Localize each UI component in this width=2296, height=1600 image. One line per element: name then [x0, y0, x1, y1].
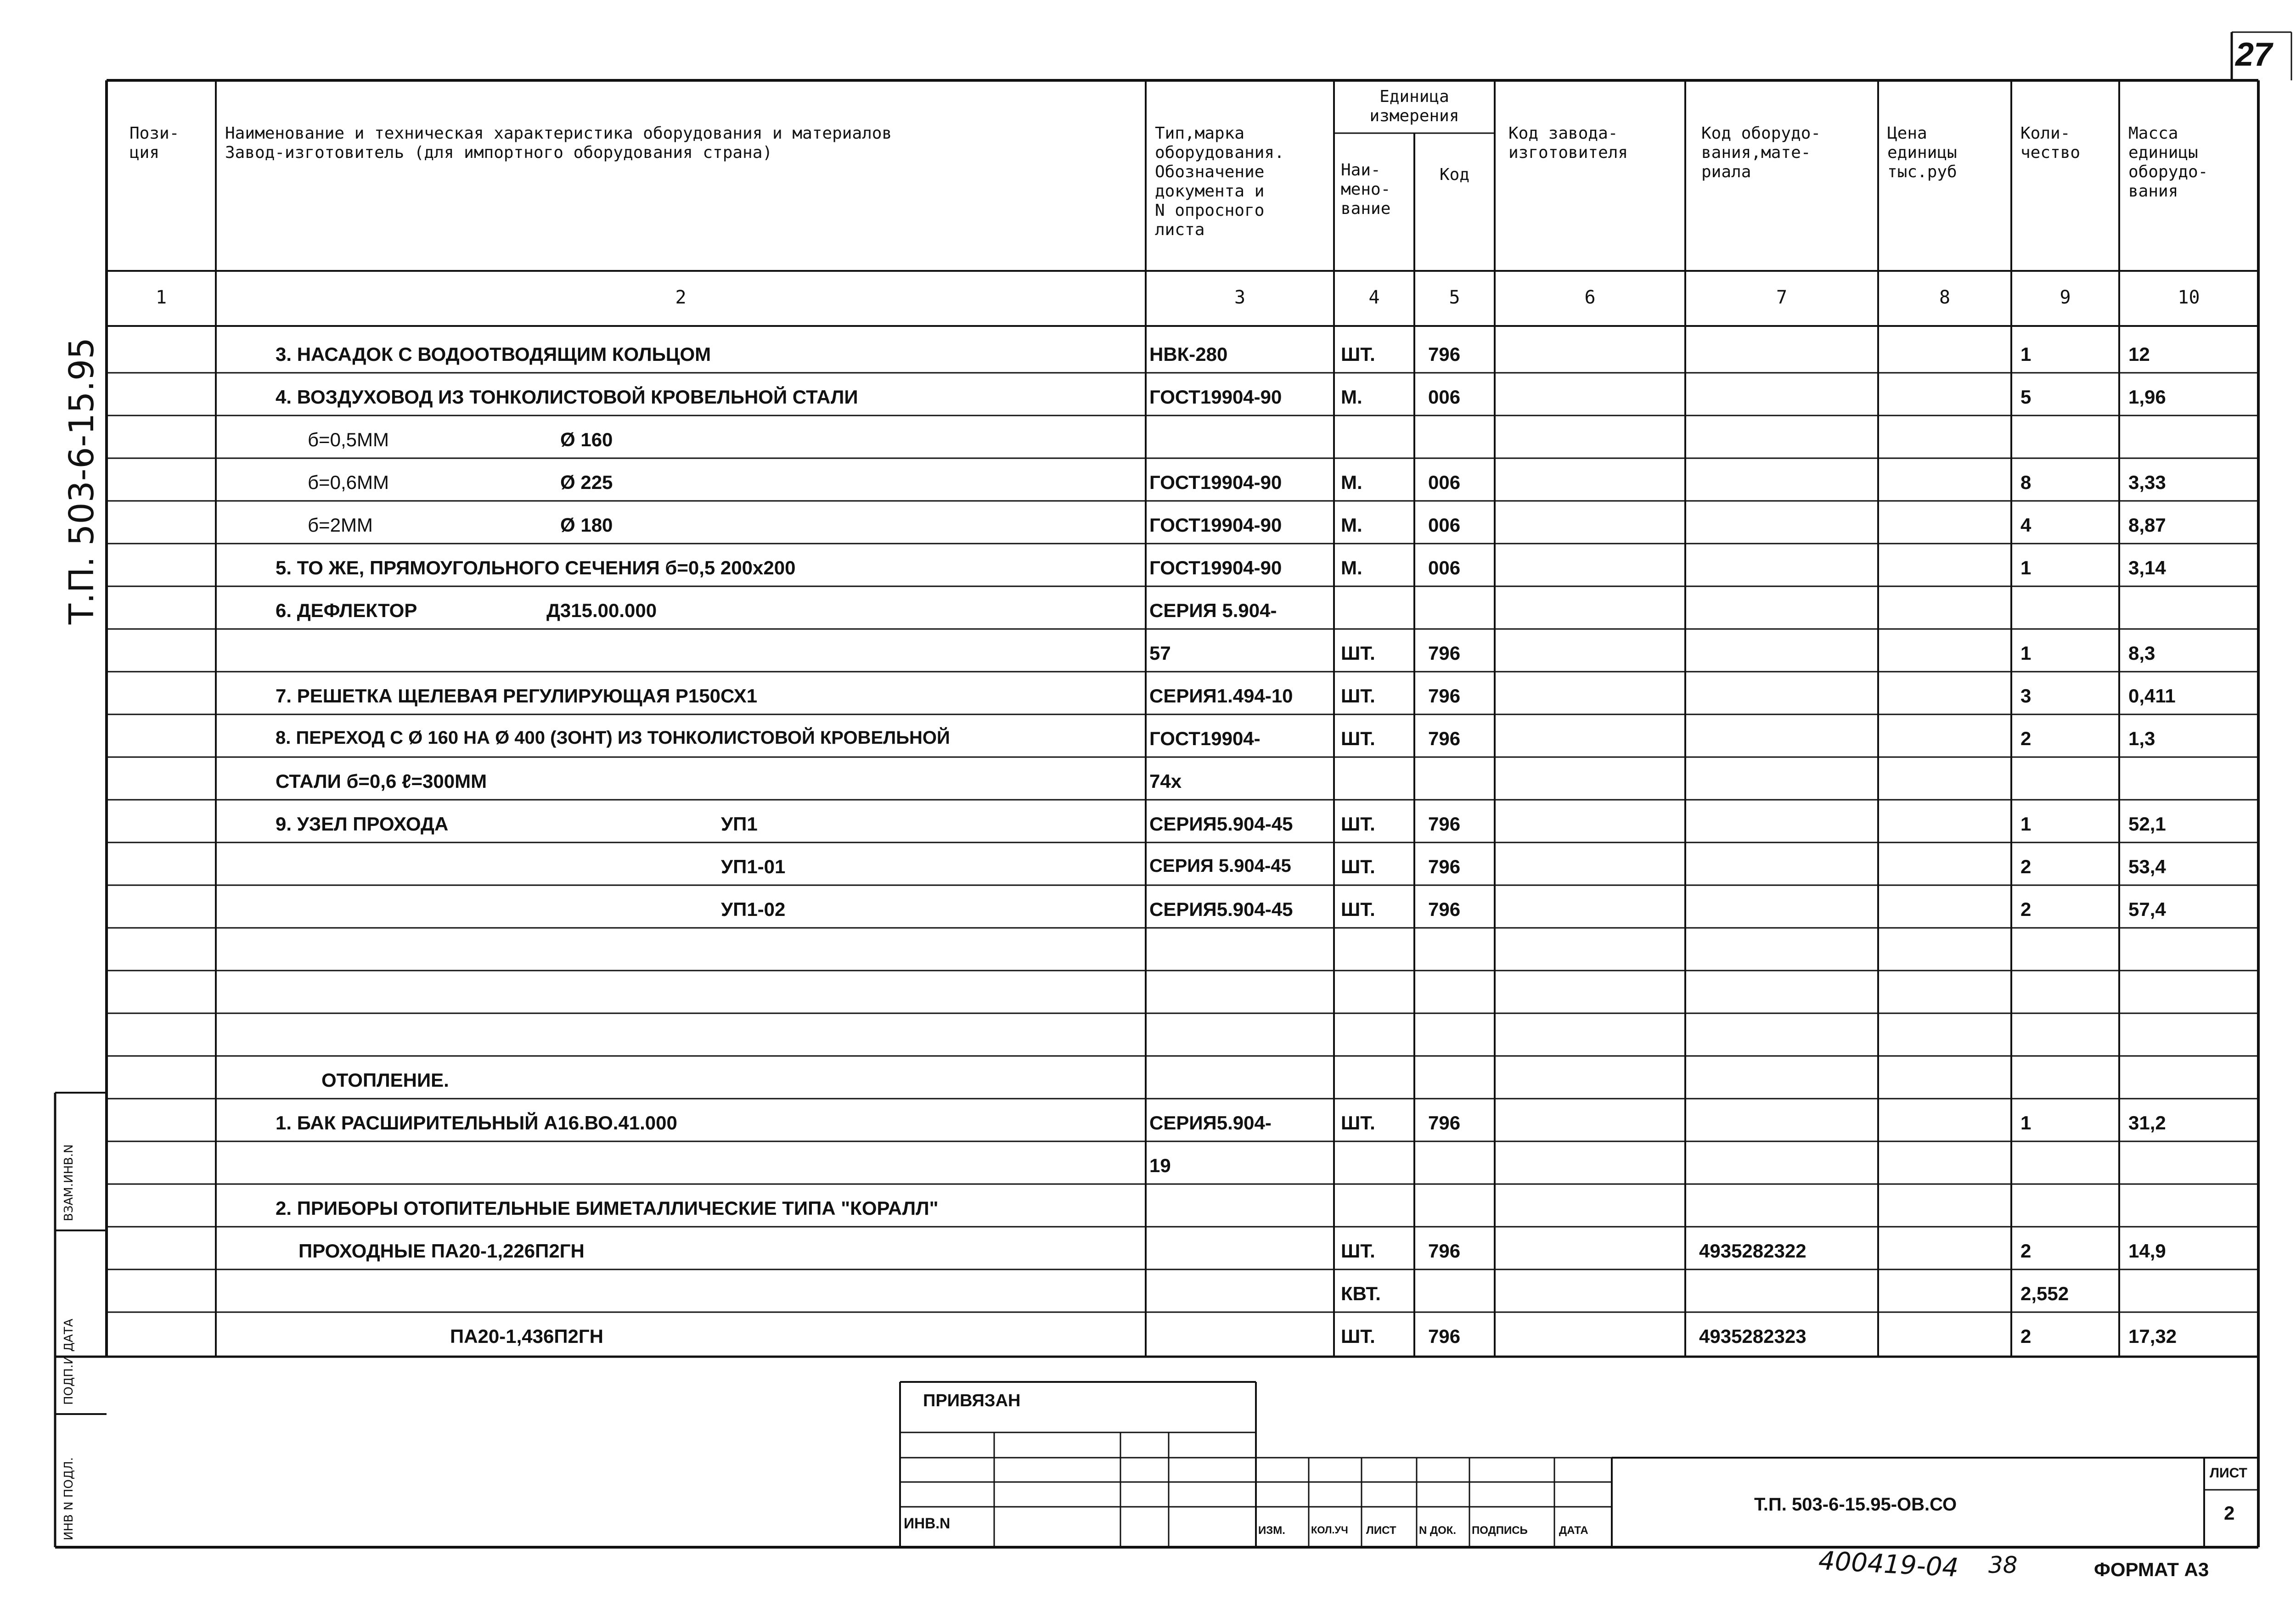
header-factory-code: Код завода- изготовителя	[1508, 124, 1628, 162]
column-number: 10	[2178, 287, 2200, 308]
row-qty: 1	[2020, 642, 2032, 664]
document-designation: Т.П. 503-6-15.95-ОВ.СО	[1754, 1494, 1957, 1515]
column-number: 9	[2060, 287, 2071, 308]
row-name: 4. ВОЗДУХОВОД ИЗ ТОНКОЛИСТОВОЙ КРОВЕЛЬНОЙ СТАЛИ	[276, 386, 858, 408]
row-name-detail: УП1-01	[721, 856, 786, 877]
row-unit: ШТ.	[1341, 898, 1375, 920]
row-name: СТАЛИ б=0,6 ℓ=300ММ	[276, 770, 487, 792]
header-quantity: Коли- чество	[2020, 124, 2081, 162]
rev-header-kol-uch: КОЛ.УЧ	[1311, 1524, 1348, 1536]
row-name: 2. ПРИБОРЫ ОТОПИТЕЛЬНЫЕ БИМЕТАЛЛИЧЕСКИЕ ТИПА "КОРАЛЛ"	[276, 1197, 939, 1219]
header-unit-group: Единица измерения	[1369, 87, 1459, 125]
row-unit: КВТ.	[1341, 1283, 1381, 1304]
row-unit-code: 796	[1428, 1240, 1461, 1262]
row-unit: М.	[1341, 514, 1362, 536]
row-name-detail: Ø 225	[560, 472, 613, 493]
row-mass: 0,411	[2128, 685, 2176, 707]
row-name-detail: УП1	[721, 813, 758, 835]
sheet-number: 2	[2224, 1502, 2235, 1524]
row-type: ГОСТ19904-	[1149, 728, 1261, 749]
row-unit: ШТ.	[1341, 1325, 1375, 1347]
row-qty: 2	[2020, 856, 2032, 877]
row-mass: 12	[2128, 343, 2150, 365]
row-qty: 4	[2020, 514, 2032, 536]
column-number: 1	[155, 287, 167, 308]
header-type: Тип,марка оборудования. Обозначение документа и N опросного листа	[1155, 124, 1284, 239]
column-number: 5	[1449, 287, 1460, 308]
row-type: 19	[1149, 1155, 1171, 1176]
row-unit-code: 796	[1428, 685, 1461, 707]
row-material-code: 4935282323	[1699, 1325, 1806, 1347]
row-qty: 1	[2020, 813, 2032, 835]
rev-header-podpis: ПОДПИСЬ	[1472, 1524, 1528, 1537]
header-unit-name: Наи- мено- вание	[1341, 161, 1391, 218]
row-name: 1. БАК РАСШИРИТЕЛЬНЫЙ А16.ВО.41.000	[276, 1112, 677, 1134]
row-mass: 52,1	[2128, 813, 2166, 835]
archive-sheet: 38	[1988, 1552, 2018, 1578]
row-material-code: 4935282322	[1699, 1240, 1806, 1262]
row-qty: 5	[2020, 386, 2032, 408]
row-name: 5. ТО ЖЕ, ПРЯМОУГОЛЬНОГО СЕЧЕНИЯ б=0,5 200х200	[276, 557, 796, 578]
header-unit-code: Код	[1439, 165, 1470, 184]
row-name: 6. ДЕФЛЕКТОР	[276, 600, 417, 621]
row-qty: 1	[2020, 557, 2032, 578]
row-unit: ШТ.	[1341, 1112, 1375, 1134]
row-type: ГОСТ19904-90	[1149, 557, 1282, 578]
row-type: ГОСТ19904-90	[1149, 472, 1282, 493]
row-unit-code: 006	[1428, 472, 1461, 493]
row-mass: 1,96	[2128, 386, 2166, 408]
row-qty: 3	[2020, 685, 2032, 707]
row-unit-code: 006	[1428, 557, 1461, 578]
row-qty: 2	[2020, 1325, 2032, 1347]
row-name: б=2ММ	[308, 514, 373, 536]
row-name-detail: УП1-02	[721, 898, 786, 920]
row-qty: 2,552	[2020, 1283, 2069, 1304]
row-qty: 1	[2020, 1112, 2032, 1134]
row-unit-code: 796	[1428, 1112, 1461, 1134]
row-unit-code: 796	[1428, 813, 1461, 835]
column-number: 8	[1939, 287, 1951, 308]
row-qty: 1	[2020, 343, 2032, 365]
row-unit-code: 796	[1428, 728, 1461, 749]
inv-n-label: ИНВ.N	[904, 1515, 951, 1532]
row-type: СЕРИЯ 5.904-45	[1149, 856, 1291, 876]
row-type: 57	[1149, 642, 1171, 664]
row-type: СЕРИЯ5.904-45	[1149, 898, 1293, 920]
archive-number: 400419-04	[1818, 1546, 1959, 1583]
rev-header-n-dok: N ДОК.	[1419, 1524, 1457, 1537]
row-unit: ШТ.	[1341, 856, 1375, 877]
row-mass: 14,9	[2128, 1240, 2166, 1262]
vertical-designation: Т.П. 503-6-15.95	[62, 337, 101, 624]
column-number: 6	[1584, 287, 1596, 308]
stamp-label-inv-podl: ИНВ N ПОДЛ.	[62, 1457, 76, 1540]
row-name: 8. ПЕРЕХОД С Ø 160 НА Ø 400 (ЗОНТ) ИЗ ТОНКОЛИСТОВОЙ КРОВЕЛЬНОЙ	[276, 728, 950, 748]
row-mass: 8,3	[2128, 642, 2155, 664]
row-unit: ШТ.	[1341, 813, 1375, 835]
row-name-detail: Ø 180	[560, 514, 613, 536]
row-mass: 31,2	[2128, 1112, 2166, 1134]
row-unit: ШТ.	[1341, 1240, 1375, 1262]
row-mass: 3,33	[2128, 472, 2166, 493]
row-unit: ШТ.	[1341, 728, 1375, 749]
row-mass: 3,14	[2128, 557, 2166, 578]
row-type: НВК-280	[1149, 343, 1228, 365]
sheet-label: ЛИСТ	[2210, 1465, 2247, 1481]
row-unit-code: 796	[1428, 343, 1461, 365]
row-mass: 57,4	[2128, 898, 2166, 920]
row-unit: ШТ.	[1341, 642, 1375, 664]
row-unit-code: 796	[1428, 856, 1461, 877]
column-number: 3	[1234, 287, 1246, 308]
row-name-detail: Д315.00.000	[546, 600, 657, 621]
row-mass: 53,4	[2128, 856, 2166, 877]
row-type: ГОСТ19904-90	[1149, 386, 1282, 408]
row-qty: 2	[2020, 898, 2032, 920]
row-name: 7. РЕШЕТКА ЩЕЛЕВАЯ РЕГУЛИРУЮЩАЯ Р150СХ1	[276, 685, 758, 707]
row-type: СЕРИЯ5.904-	[1149, 1112, 1272, 1134]
row-type: СЕРИЯ1.494-10	[1149, 685, 1293, 707]
row-unit-code: 796	[1428, 642, 1461, 664]
row-unit: ШТ.	[1341, 685, 1375, 707]
rev-header-data: ДАТА	[1559, 1524, 1588, 1537]
header-material-code: Код оборудо- вания,мате- риала	[1701, 124, 1821, 181]
rev-header-izm: ИЗМ.	[1258, 1524, 1285, 1537]
row-mass: 1,3	[2128, 728, 2155, 749]
header-name: Наименование и техническая характеристика оборудования и материалов Завод-изготовитель (для импортного оборудования страна)	[225, 124, 892, 162]
header-position: Пози- ция	[129, 124, 180, 162]
row-name: ПА20-1,436П2ГН	[450, 1325, 604, 1347]
row-unit: М.	[1341, 557, 1362, 578]
stamp-label-zam-inv: ВЗАМ.ИНВ.N	[62, 1144, 76, 1221]
rev-header-list: ЛИСТ	[1366, 1524, 1396, 1537]
row-unit: М.	[1341, 472, 1362, 493]
row-mass: 17,32	[2128, 1325, 2177, 1347]
row-unit-code: 796	[1428, 898, 1461, 920]
row-unit-code: 006	[1428, 514, 1461, 536]
row-mass: 8,87	[2128, 514, 2166, 536]
row-name: ПРОХОДНЫЕ ПА20-1,226П2ГН	[298, 1240, 585, 1262]
row-type: ГОСТ19904-90	[1149, 514, 1282, 536]
row-type: СЕРИЯ 5.904-	[1149, 600, 1277, 621]
row-name: б=0,5ММ	[308, 429, 389, 450]
header-mass: Масса единицы оборудо- вания	[2128, 124, 2208, 201]
row-name: 9. УЗЕЛ ПРОХОДА	[276, 813, 449, 835]
row-type: СЕРИЯ5.904-45	[1149, 813, 1293, 835]
row-name-detail: Ø 160	[560, 429, 613, 450]
row-name: 3. НАСАДОК С ВОДООТВОДЯЩИМ КОЛЬЦОМ	[276, 343, 711, 365]
row-unit: ШТ.	[1341, 343, 1375, 365]
privyazan-label: ПРИВЯЗАН	[923, 1391, 1021, 1410]
row-type: 74х	[1149, 770, 1182, 792]
header-price: Цена единицы тыс.руб	[1887, 124, 1957, 181]
row-unit-code: 796	[1428, 1325, 1461, 1347]
row-unit-code: 006	[1428, 386, 1461, 408]
column-number: 4	[1368, 287, 1380, 308]
format-label: ФОРМАТ А3	[2094, 1559, 2209, 1580]
row-qty: 2	[2020, 728, 2032, 749]
row-unit: М.	[1341, 386, 1362, 408]
section-heading: ОТОПЛЕНИЕ.	[321, 1069, 449, 1091]
column-number: 7	[1776, 287, 1788, 308]
row-qty: 2	[2020, 1240, 2032, 1262]
stamp-label-podp-data: ПОДП.И ДАТА	[62, 1319, 76, 1405]
row-name: б=0,6ММ	[308, 472, 389, 493]
row-qty: 8	[2020, 472, 2032, 493]
sheet-page-number: 27	[2235, 36, 2273, 73]
column-number: 2	[675, 287, 687, 308]
